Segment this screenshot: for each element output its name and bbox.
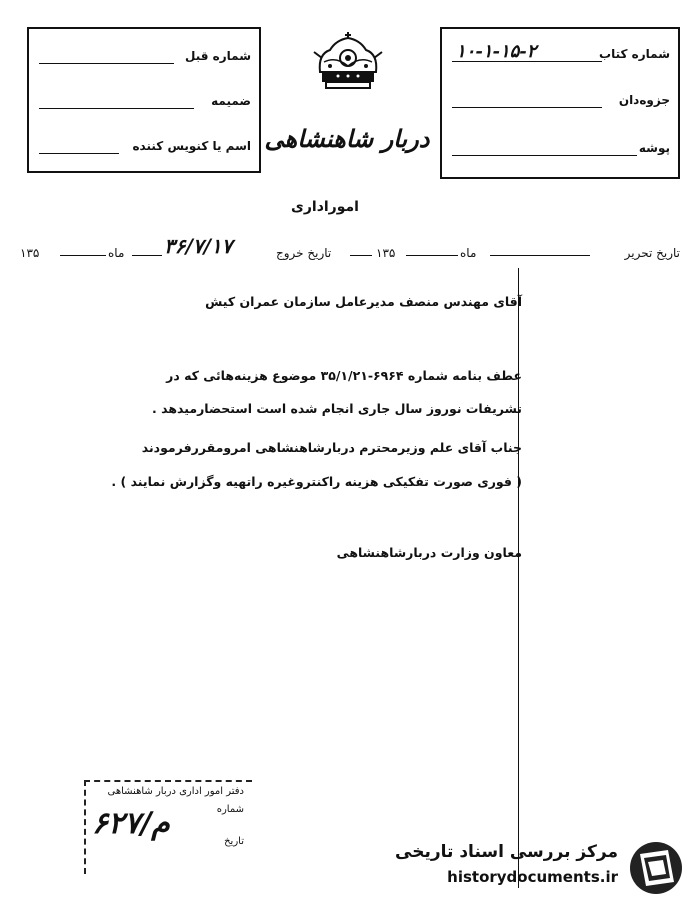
margin-rule [518, 268, 519, 888]
stamp-office: دفتر امور اداری دربار شاهنشاهی [107, 786, 244, 797]
stamp-number-label: شماره [216, 804, 244, 815]
stamp-number-value: ۶۲۷/م [92, 806, 170, 841]
previous-number-label: شماره قبل [185, 49, 251, 63]
written-month-line [406, 255, 458, 256]
body-line-3: جناب آقای علم وزیرمحترم دربارشاهنشاهی امرومقررفرمودند [141, 440, 522, 455]
book-number-label: شماره کتاب [599, 47, 670, 61]
book-number-value: ۱۰-۱-۱۵-۲ [456, 41, 537, 62]
addressee: آقای مهندس منصف مدیرعامل سازمان عمران کیش [205, 294, 522, 309]
exit-date-value: ۳۶/۷/۱۷ [164, 234, 233, 258]
date-row [14, 234, 680, 266]
exit-month-line [60, 255, 106, 256]
typist-label: اسم یا کنویس کننده [132, 139, 251, 153]
body-line-2: تشریفات نوروز سال جاری انجام شده است استحضارمیدهد . [152, 401, 522, 416]
archive-logo-icon [628, 840, 684, 896]
book-number-field [452, 41, 670, 69]
archive-name: مرکز بررسی اسناد تاریخی [395, 842, 618, 862]
file-label: پوشه [638, 141, 670, 155]
exit-date-label: تاریخ خروج [276, 246, 332, 260]
court-title: دربار شاهنشاهی [264, 124, 430, 153]
previous-number-field [39, 47, 251, 71]
body-line-4: ( فوری صورت تفکیکی هزینه راکنتروغیره راتهیه وگزارش نمایند ) . [111, 474, 522, 489]
typist-line [39, 153, 119, 154]
exit-year-prefix: ۱۳۵ [20, 246, 40, 260]
archive-url: historydocuments.ir [447, 868, 618, 886]
folder-field [452, 91, 670, 115]
attachment-label: ضمیمه [211, 94, 251, 108]
exit-day-line [132, 255, 162, 256]
stamp-date-label: تاریخ [224, 836, 244, 847]
folder-label: جزوه‌دان [618, 93, 670, 107]
archive-watermark [395, 838, 690, 896]
signature: معاون وزارت دربارشاهنشاهی [336, 545, 522, 560]
written-month-label: ماه [460, 246, 477, 260]
exit-month-label: ماه [108, 246, 125, 260]
reference-box [27, 27, 261, 173]
attachment-line [39, 108, 194, 109]
registry-stamp [84, 780, 252, 874]
folder-line [452, 107, 602, 108]
office-title: اموراداری [291, 199, 359, 215]
file-line [452, 155, 637, 156]
previous-number-line [39, 63, 174, 64]
attachment-field [39, 92, 251, 116]
written-date-label: تاریخ تحریر [624, 246, 680, 260]
written-year-line [350, 255, 372, 256]
body-line-1: عطف بنامه شماره ۶۹۶۴-۳۵/۱/۲۱ موضوع هزینه‌هائی که در [166, 368, 522, 383]
written-year-prefix: ۱۳۵ [376, 246, 396, 260]
typist-field [39, 137, 251, 161]
filing-box [440, 27, 680, 179]
crown-emblem-icon [312, 32, 384, 104]
file-field [452, 139, 670, 163]
written-day-line [490, 255, 590, 256]
